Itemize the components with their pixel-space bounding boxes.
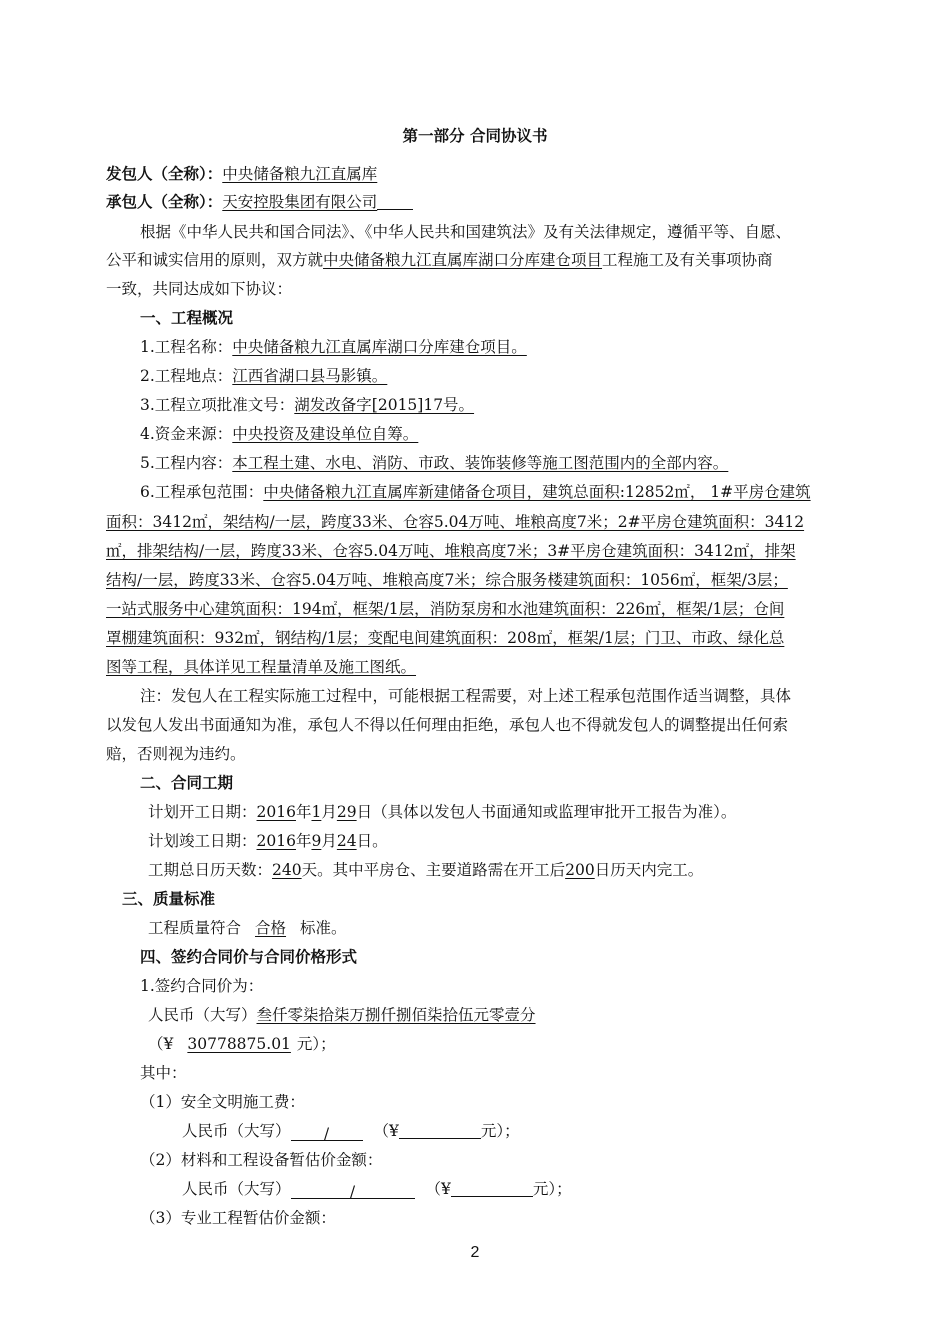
start-month-char: 月 bbox=[321, 803, 337, 821]
end-year: 2016 bbox=[256, 832, 296, 850]
fund-value: 中央投资及建设单位自筹。 bbox=[232, 425, 419, 443]
note-line-3: 赔，否则视为违约。 bbox=[106, 745, 246, 763]
quality-pre: 工程质量符合 bbox=[148, 919, 242, 937]
start-day: 29 bbox=[336, 803, 357, 821]
start-date-label: 计划开工日期： bbox=[148, 803, 257, 821]
item-2-num-post: 元）； bbox=[532, 1180, 572, 1198]
start-year: 2016 bbox=[256, 803, 296, 821]
scope-text-1: 中央储备粮九江直属库新建储备仓项目，建筑总面积:12852㎡， 1#平房仓建筑 bbox=[263, 483, 811, 501]
employer-label: 发包人（全称）： bbox=[106, 165, 223, 183]
item-1-rmb-value: / bbox=[291, 1124, 363, 1141]
intro-line-2-a: 公平和诚实信用的原则，双方就 bbox=[106, 251, 324, 269]
price-number-value: 30778875.01 bbox=[187, 1035, 291, 1053]
scope-line-6: 罩棚建筑面积：932㎡，钢结构/1层；变配电间建筑面积：208㎡，框架/1层；门卫、市政、绿化总 bbox=[106, 629, 785, 647]
price-number-line bbox=[148, 1034, 336, 1054]
intro-line-2-c: 工程施工及有关事项协商 bbox=[602, 251, 773, 269]
total-days-mid: 天。其中平房仓、主要道路需在开工后 bbox=[301, 861, 566, 879]
project-site-value: 江西省湖口县马影镇。 bbox=[232, 367, 388, 385]
item-1-rmb-label: 人民币（大写） bbox=[182, 1122, 291, 1140]
price-label: 1.签约合同价为： bbox=[140, 977, 264, 995]
price-number-pre: （¥ bbox=[148, 1035, 174, 1053]
intro-line-3: 一致，共同达成如下协议： bbox=[106, 280, 293, 298]
total-days-label: 工期总日历天数： bbox=[148, 861, 273, 879]
item-1-num-pre: （¥ bbox=[373, 1122, 399, 1140]
scope-line-2: 面积：3412㎡，架结构/一层，跨度33米、仓容5.04万吨、堆粮高度7米；2#平房仓建筑面积：3412 bbox=[106, 513, 805, 531]
price-rmb-value: 叁仟零柒拾柒万捌仟捌佰柒拾伍元零壹分 bbox=[256, 1006, 536, 1024]
item-1-num-post: 元）； bbox=[480, 1122, 520, 1140]
project-name: 中央储备粮九江直属库湖口分库建仓项目 bbox=[323, 251, 603, 269]
item-2-amount-line bbox=[182, 1179, 572, 1199]
intro-line-1: 根据《中华人民共和国合同法》、《中华人民共和国建筑法》及有关法律规定，遵循平等、自愿、 bbox=[140, 223, 792, 241]
contractor-value: 天安控股集团有限公司 bbox=[222, 193, 378, 211]
start-year-char: 年 bbox=[295, 803, 312, 821]
item-2-num-pre: （¥ bbox=[425, 1180, 451, 1198]
end-day: 24 bbox=[336, 832, 357, 850]
end-note: 日。 bbox=[356, 832, 388, 850]
sub-days: 200 bbox=[565, 861, 595, 879]
end-date-line bbox=[148, 831, 388, 851]
fund-label: 4.资金来源： bbox=[140, 425, 233, 443]
approval-value: 湖发改备字[2015]17号。 bbox=[294, 396, 475, 414]
section-3-heading: 三、质量标准 bbox=[122, 890, 216, 908]
approval-line bbox=[140, 395, 474, 415]
total-days-line bbox=[148, 860, 703, 880]
project-site-line bbox=[140, 366, 387, 386]
item-2-label: （2）材料和工程设备暂估价金额： bbox=[140, 1151, 383, 1169]
content-label: 5.工程内容： bbox=[140, 454, 233, 472]
scope-label: 6.工程承包范围： bbox=[140, 483, 264, 501]
note-line-2: 以发包人发出书面通知为准，承包人不得以任何理由拒绝，承包人也不得就发包人的调整提出任何索 bbox=[106, 716, 789, 734]
scope-line-3: ㎡，排架结构/一层，跨度33米、仓容5.04万吨、堆粮高度7米；3#平房仓建筑面积：3412㎡，排架 bbox=[106, 542, 796, 560]
section-4-heading: 四、签约合同价与合同价格形式 bbox=[140, 948, 358, 966]
end-date-label: 计划竣工日期： bbox=[148, 832, 257, 850]
project-site-label: 2.工程地点： bbox=[140, 367, 233, 385]
approval-label: 3.工程立项批准文号： bbox=[140, 396, 295, 414]
quality-post: 标准。 bbox=[300, 919, 347, 937]
quality-line bbox=[148, 918, 347, 938]
quality-value: 合格 bbox=[255, 919, 287, 937]
content-value: 本工程土建、水电、消防、市政、装饰装修等施工图范围内的全部内容。 bbox=[232, 454, 729, 472]
total-days: 240 bbox=[272, 861, 302, 879]
page-title: 第一部分 合同协议书 bbox=[402, 127, 548, 145]
employer-value: 中央储备粮九江直属库 bbox=[222, 165, 378, 183]
page-number: 2 bbox=[470, 1244, 480, 1261]
contractor-blank bbox=[377, 193, 413, 210]
start-date-line bbox=[148, 802, 736, 822]
content-line bbox=[140, 453, 728, 473]
project-name-line bbox=[140, 337, 527, 357]
project-name-value: 中央储备粮九江直属库湖口分库建仓项目。 bbox=[232, 338, 527, 356]
contractor-label: 承包人（全称）： bbox=[106, 193, 223, 211]
scope-line-5: 一站式服务中心建筑面积：194㎡，框架/1层，消防泵房和水池建筑面积：226㎡，框架/1层；仓间 bbox=[106, 600, 785, 618]
item-2-rmb-value: / bbox=[291, 1182, 415, 1199]
among-label: 其中： bbox=[140, 1064, 187, 1082]
project-name-label: 1.工程名称： bbox=[140, 338, 233, 356]
start-month: 1 bbox=[311, 803, 322, 821]
price-rmb-label: 人民币（大写） bbox=[148, 1006, 257, 1024]
start-note: 日（具体以发包人书面通知或监理审批开工报告为准）。 bbox=[356, 803, 737, 821]
employer-line bbox=[106, 164, 377, 184]
section-2-heading: 二、合同工期 bbox=[140, 774, 234, 792]
contractor-line bbox=[106, 192, 413, 212]
total-days-end: 日历天内完工。 bbox=[594, 861, 704, 879]
item-1-num-blank bbox=[399, 1122, 481, 1139]
section-1-heading: 一、工程概况 bbox=[140, 309, 234, 327]
end-month-char: 月 bbox=[321, 832, 337, 850]
item-2-num-blank bbox=[451, 1180, 533, 1197]
item-1-amount-line bbox=[182, 1121, 520, 1141]
item-1-label: （1）安全文明施工费： bbox=[140, 1093, 305, 1111]
item-3-label: （3）专业工程暂估价金额： bbox=[140, 1209, 336, 1227]
scope-line-4: 结构/一层，跨度33米、仓容5.04万吨、堆粮高度7米；综合服务楼建筑面积：1056㎡，框架/3层； bbox=[106, 571, 788, 589]
scope-line-7: 图等工程，具体详见工程量清单及施工图纸。 bbox=[106, 658, 417, 676]
end-year-char: 年 bbox=[295, 832, 312, 850]
end-month: 9 bbox=[311, 832, 322, 850]
price-rmb-line bbox=[148, 1005, 536, 1025]
fund-line bbox=[140, 424, 418, 444]
item-2-rmb-label: 人民币（大写） bbox=[182, 1180, 291, 1198]
scope-line-1 bbox=[140, 482, 811, 502]
note-line-1: 注：发包人在工程实际施工过程中，可能根据工程需要，对上述工程承包范围作适当调整，具体 bbox=[140, 687, 792, 705]
intro-line-2 bbox=[106, 250, 773, 270]
price-number-post: 元）； bbox=[296, 1035, 336, 1053]
